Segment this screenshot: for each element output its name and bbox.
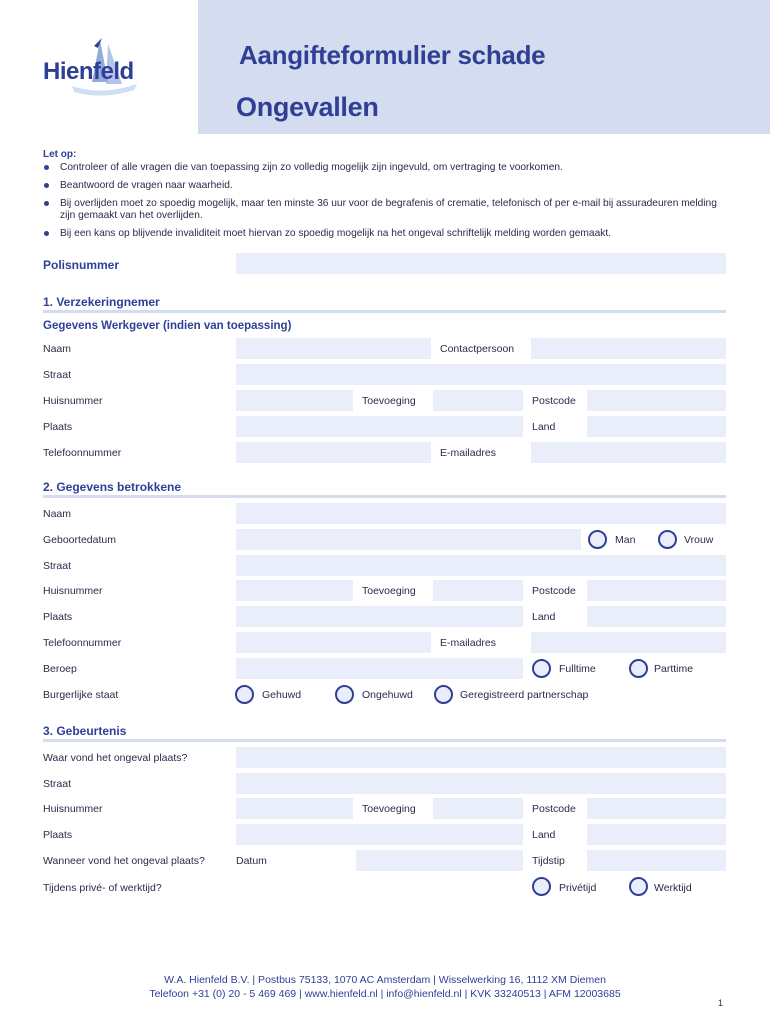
s2-postcode-label: Postcode xyxy=(532,585,576,597)
section2-divider xyxy=(43,495,726,498)
s3-werktijd-radio[interactable] xyxy=(629,877,648,896)
s3-tijdstip-input[interactable] xyxy=(587,850,726,871)
s2-beroep-input[interactable] xyxy=(236,658,523,679)
s3-privetijd-radio[interactable] xyxy=(532,877,551,896)
section3-divider xyxy=(43,739,726,742)
s2-straat-input[interactable] xyxy=(236,555,726,576)
s2-geboortedatum-input[interactable] xyxy=(236,529,581,550)
s3-datum-label: Datum xyxy=(236,855,267,867)
s3-huisnummer-label: Huisnummer xyxy=(43,803,103,815)
s3-tijdstip-label: Tijdstip xyxy=(532,855,565,867)
form-subtitle: Ongevallen xyxy=(236,92,379,122)
section3-title: 3. Gebeurtenis xyxy=(43,724,127,738)
notice-item: Beantwoord de vragen naar waarheid. xyxy=(43,180,723,192)
s2-land-label: Land xyxy=(532,611,556,623)
logo-text: Hienfeld xyxy=(43,58,134,85)
s2-vrouw-label: Vrouw xyxy=(684,534,714,546)
polisnummer-label: Polisnummer xyxy=(43,258,120,272)
s3-prive-werk-label: Tijdens privé- of werktijd? xyxy=(43,882,162,894)
page-number: 1 xyxy=(718,998,724,1008)
s3-waar-input[interactable] xyxy=(236,747,726,768)
section1-title: 1. Verzekeringnemer xyxy=(43,295,160,309)
s2-huisnummer-input[interactable] xyxy=(236,580,353,601)
footer-address: W.A. Hienfeld B.V. | Postbus 75133, 1070 AC Amsterdam | Wisselwerking 16, 1112 XM Diemen xyxy=(164,974,606,986)
s1-postcode-input[interactable] xyxy=(587,390,726,411)
s2-straat-label: Straat xyxy=(43,560,72,572)
s3-land-label: Land xyxy=(532,829,556,841)
s2-naam-label: Naam xyxy=(43,508,72,520)
s2-fulltime-label: Fulltime xyxy=(559,663,596,675)
s1-contactpersoon-label: Contactpersoon xyxy=(440,343,515,355)
s2-toevoeging-label: Toevoeging xyxy=(362,585,416,597)
polisnummer-input[interactable] xyxy=(236,253,726,274)
s3-postcode-input[interactable] xyxy=(587,798,726,819)
section1-subtitle: Gegevens Werkgever (indien van toepassing) xyxy=(43,320,292,332)
s2-burgerlijke-staat-label: Burgerlijke staat xyxy=(43,689,119,701)
s2-parttime-radio[interactable] xyxy=(629,659,648,678)
s1-toevoeging-input[interactable] xyxy=(433,390,523,411)
notice-item: Bij overlijden moet zo spoedig mogelijk, maar ten minste 36 uur voor de begrafenis of crematie, telefonisch of per e-mail bij assuradeuren melding zijn gemaakt van het overlijden. xyxy=(43,198,723,222)
s1-naam-input[interactable] xyxy=(236,338,431,359)
s1-straat-label: Straat xyxy=(43,369,72,381)
s2-geregistreerd-radio[interactable] xyxy=(434,685,453,704)
s3-toevoeging-input[interactable] xyxy=(433,798,523,819)
s3-huisnummer-input[interactable] xyxy=(236,798,353,819)
s1-email-input[interactable] xyxy=(531,442,726,463)
section2-title: 2. Gegevens betrokkene xyxy=(43,480,182,494)
s3-straat-label: Straat xyxy=(43,778,72,790)
notice-item: Controleer of alle vragen die van toepassing zijn zo volledig mogelijk zijn ingevuld, om vertraging te voorkomen. xyxy=(43,162,723,174)
s1-contactpersoon-input[interactable] xyxy=(531,338,726,359)
s3-straat-input[interactable] xyxy=(236,773,726,794)
s1-email-label: E-mailadres xyxy=(440,447,497,459)
s2-parttime-label: Parttime xyxy=(654,663,694,675)
notice-title: Let op: xyxy=(43,149,77,160)
s1-telefoon-label: Telefoonnummer xyxy=(43,447,122,459)
s2-huisnummer-label: Huisnummer xyxy=(43,585,103,597)
s2-beroep-label: Beroep xyxy=(43,663,77,675)
s2-gehuwd-radio[interactable] xyxy=(235,685,254,704)
s1-land-label: Land xyxy=(532,421,556,433)
s3-plaats-label: Plaats xyxy=(43,829,73,841)
s3-datum-input[interactable] xyxy=(356,850,523,871)
s3-toevoeging-label: Toevoeging xyxy=(362,803,416,815)
s2-toevoeging-input[interactable] xyxy=(433,580,523,601)
s2-fulltime-radio[interactable] xyxy=(532,659,551,678)
s2-man-radio[interactable] xyxy=(588,530,607,549)
s1-telefoon-input[interactable] xyxy=(236,442,431,463)
s1-huisnummer-label: Huisnummer xyxy=(43,395,103,407)
s2-ongehuwd-label: Ongehuwd xyxy=(362,689,413,701)
footer-contact: Telefoon +31 (0) 20 - 5 469 469 | www.hienfeld.nl | info@hienfeld.nl | KVK 33240513 | AFM 12003685 xyxy=(149,988,621,1000)
s1-naam-label: Naam xyxy=(43,343,72,355)
s2-gehuwd-label: Gehuwd xyxy=(262,689,302,701)
s2-telefoon-label: Telefoonnummer xyxy=(43,637,122,649)
s3-waar-label: Waar vond het ongeval plaats? xyxy=(43,752,188,764)
s3-land-input[interactable] xyxy=(587,824,726,845)
s3-privetijd-label: Privétijd xyxy=(559,882,597,894)
s3-wanneer-label: Wanneer vond het ongeval plaats? xyxy=(43,855,205,867)
s2-ongehuwd-radio[interactable] xyxy=(335,685,354,704)
s1-huisnummer-input[interactable] xyxy=(236,390,353,411)
s1-plaats-label: Plaats xyxy=(43,421,73,433)
form-title: Aangifteformulier schade xyxy=(239,40,546,70)
s2-email-label: E-mailadres xyxy=(440,637,497,649)
notice-list xyxy=(43,162,723,246)
s3-postcode-label: Postcode xyxy=(532,803,576,815)
s1-plaats-input[interactable] xyxy=(236,416,523,437)
notice-item: Bij een kans op blijvende invaliditeit moet hiervan zo spoedig mogelijk na het ongeval schriftelijk melding worden gemaakt. xyxy=(43,228,723,240)
s3-werktijd-label: Werktijd xyxy=(654,882,692,894)
s2-geboortedatum-label: Geboortedatum xyxy=(43,534,116,546)
s1-toevoeging-label: Toevoeging xyxy=(362,395,416,407)
s2-email-input[interactable] xyxy=(531,632,726,653)
s1-land-input[interactable] xyxy=(587,416,726,437)
s2-geregistreerd-label: Geregistreerd partnerschap xyxy=(460,689,589,701)
s1-straat-input[interactable] xyxy=(236,364,726,385)
s2-plaats-input[interactable] xyxy=(236,606,523,627)
s2-telefoon-input[interactable] xyxy=(236,632,431,653)
s2-vrouw-radio[interactable] xyxy=(658,530,677,549)
s2-naam-input[interactable] xyxy=(236,503,726,524)
s2-postcode-input[interactable] xyxy=(587,580,726,601)
s2-plaats-label: Plaats xyxy=(43,611,73,623)
s1-postcode-label: Postcode xyxy=(532,395,576,407)
s2-man-label: Man xyxy=(615,534,636,546)
section1-divider xyxy=(43,310,726,313)
s2-land-input[interactable] xyxy=(587,606,726,627)
s3-plaats-input[interactable] xyxy=(236,824,523,845)
